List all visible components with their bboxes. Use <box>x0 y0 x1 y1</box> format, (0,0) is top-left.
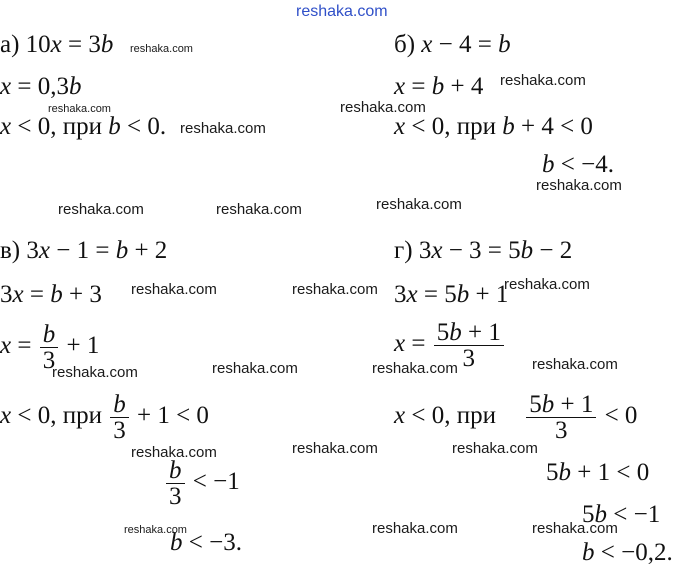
part-b-line-4 <box>542 152 614 177</box>
text: = <box>405 330 432 358</box>
part-d-line-5 <box>546 460 649 485</box>
var-b: b <box>456 281 470 308</box>
part-c-line-1 <box>0 238 167 263</box>
text: 3 <box>418 237 432 264</box>
text: + 1 <box>554 391 594 418</box>
text: 5 <box>546 459 559 486</box>
text: 5 <box>436 319 450 346</box>
text: − 4 = <box>432 31 499 58</box>
var-b: b <box>68 73 82 100</box>
text: − 3 = 5 <box>442 237 521 264</box>
part-label: б) <box>394 31 416 58</box>
var-x: x <box>0 332 12 360</box>
text: < −0,2. <box>594 539 673 566</box>
part-label: а) <box>0 31 20 58</box>
part-label: г) <box>394 237 413 264</box>
watermark: reshaka.com <box>130 43 193 55</box>
watermark: reshaka.com <box>212 360 298 377</box>
part-d-line-6 <box>582 502 660 527</box>
text: = <box>23 281 51 308</box>
var-x: x <box>0 402 12 430</box>
denominator: 3 <box>42 347 56 374</box>
text: − 1 = <box>50 237 116 264</box>
watermark: reshaka.com <box>452 440 538 457</box>
part-d-line-3 <box>394 320 506 371</box>
watermark: reshaka.com <box>500 72 586 89</box>
part-c-line-5 <box>164 458 240 509</box>
var-b: b <box>431 73 445 100</box>
var-x: x <box>431 237 443 264</box>
text: + 1 <box>60 332 100 360</box>
text: 5 <box>582 501 595 528</box>
text: 3 <box>394 281 407 308</box>
text: = <box>405 73 432 100</box>
denominator: 3 <box>113 417 126 444</box>
part-label: в) <box>0 237 21 264</box>
text: < 0. <box>120 113 167 140</box>
watermark: reshaka.com <box>124 524 187 536</box>
part-a-line-2 <box>0 74 81 99</box>
var-b: b <box>541 391 555 418</box>
part-b-line-1 <box>394 32 511 57</box>
text: < −4. <box>554 151 614 178</box>
denominator: 3 <box>462 345 476 372</box>
text: 5 <box>529 391 542 418</box>
var-b: b <box>50 281 63 308</box>
text: < 0, при <box>11 113 109 140</box>
var-x: x <box>38 237 50 264</box>
fraction <box>526 392 596 443</box>
text: = 5 <box>417 281 457 308</box>
watermark: reshaka.com <box>131 281 217 298</box>
text: < 0, при <box>405 113 503 140</box>
watermark: reshaka.com <box>376 196 462 213</box>
part-c-line-6 <box>170 530 242 555</box>
watermark: reshaka.com <box>532 520 618 537</box>
text: = 3 <box>61 31 101 58</box>
part-b-line-3 <box>394 114 593 139</box>
part-d-line-7 <box>582 540 673 565</box>
text: + 1 < 0 <box>571 459 650 486</box>
text: < −3. <box>182 529 242 556</box>
text: + 4 < 0 <box>514 113 593 140</box>
text: + 3 <box>62 281 102 308</box>
var-x: x <box>394 113 406 140</box>
text: + 2 <box>128 237 168 264</box>
var-x: x <box>406 281 418 308</box>
watermark: reshaka.com <box>48 103 111 115</box>
var-b: b <box>502 113 515 140</box>
var-x: x <box>50 31 62 58</box>
part-c-line-4 <box>0 392 209 443</box>
var-b: b <box>449 319 462 346</box>
var-b: b <box>498 31 511 58</box>
text: 3 <box>26 237 39 264</box>
fraction <box>434 320 504 371</box>
fraction <box>166 458 185 509</box>
text: = 0,3 <box>11 73 69 100</box>
watermark: reshaka.com <box>372 520 458 537</box>
numerator: b <box>169 457 182 484</box>
denominator: 3 <box>555 417 568 444</box>
watermark: reshaka.com <box>52 364 138 381</box>
text: + 4 <box>444 73 484 100</box>
watermark: reshaka.com <box>340 99 426 116</box>
var-b: b <box>170 529 183 556</box>
watermark: reshaka.com <box>532 356 618 373</box>
part-b-line-2 <box>394 74 483 99</box>
var-x: x <box>394 330 406 358</box>
numerator: b <box>42 321 56 348</box>
watermark: reshaka.com <box>504 276 590 293</box>
denominator: 3 <box>169 483 182 510</box>
watermark: reshaka.com <box>58 201 144 218</box>
text: < 0, при <box>11 402 109 430</box>
var-x: x <box>394 73 406 100</box>
var-x: x <box>12 281 24 308</box>
part-d-line-1 <box>394 238 572 263</box>
watermark: reshaka.com <box>131 444 217 461</box>
watermark: reshaka.com <box>536 177 622 194</box>
var-b: b <box>100 31 114 58</box>
fraction <box>110 392 129 443</box>
var-b: b <box>582 539 595 566</box>
text: + 1 <box>469 281 509 308</box>
text: + 1 < 0 <box>130 402 209 430</box>
var-b: b <box>558 459 571 486</box>
var-x: x <box>421 31 433 58</box>
numerator: b <box>113 391 126 418</box>
part-d-line-2 <box>394 282 508 307</box>
part-c-line-2 <box>0 282 102 307</box>
var-x: x <box>0 73 12 100</box>
text: + 1 <box>461 319 501 346</box>
text: < −1 <box>607 501 661 528</box>
var-x: x <box>0 113 12 140</box>
var-b: b <box>520 237 534 264</box>
var-b: b <box>115 237 129 264</box>
fraction <box>40 322 59 373</box>
var-b: b <box>542 151 555 178</box>
part-a-line-1 <box>0 32 113 57</box>
text: = <box>11 332 38 360</box>
var-x: x <box>394 402 406 430</box>
text: < 0 <box>598 402 638 430</box>
watermark: reshaka.com <box>180 120 266 137</box>
watermark: reshaka.com <box>372 360 458 377</box>
part-c-line-3 <box>0 322 99 373</box>
var-b: b <box>594 501 607 528</box>
watermark: reshaka.com <box>292 440 378 457</box>
text: 10 <box>25 31 51 58</box>
text: 3 <box>0 281 13 308</box>
text: − 2 <box>533 237 573 264</box>
watermark: reshaka.com <box>216 201 302 218</box>
var-b: b <box>108 113 121 140</box>
part-d-line-4 <box>394 392 637 443</box>
text: < −1 <box>186 468 240 496</box>
text: < 0, при <box>405 402 503 430</box>
watermark-top: reshaka.com <box>296 3 388 20</box>
watermark: reshaka.com <box>292 281 378 298</box>
part-a-line-3 <box>0 114 166 139</box>
